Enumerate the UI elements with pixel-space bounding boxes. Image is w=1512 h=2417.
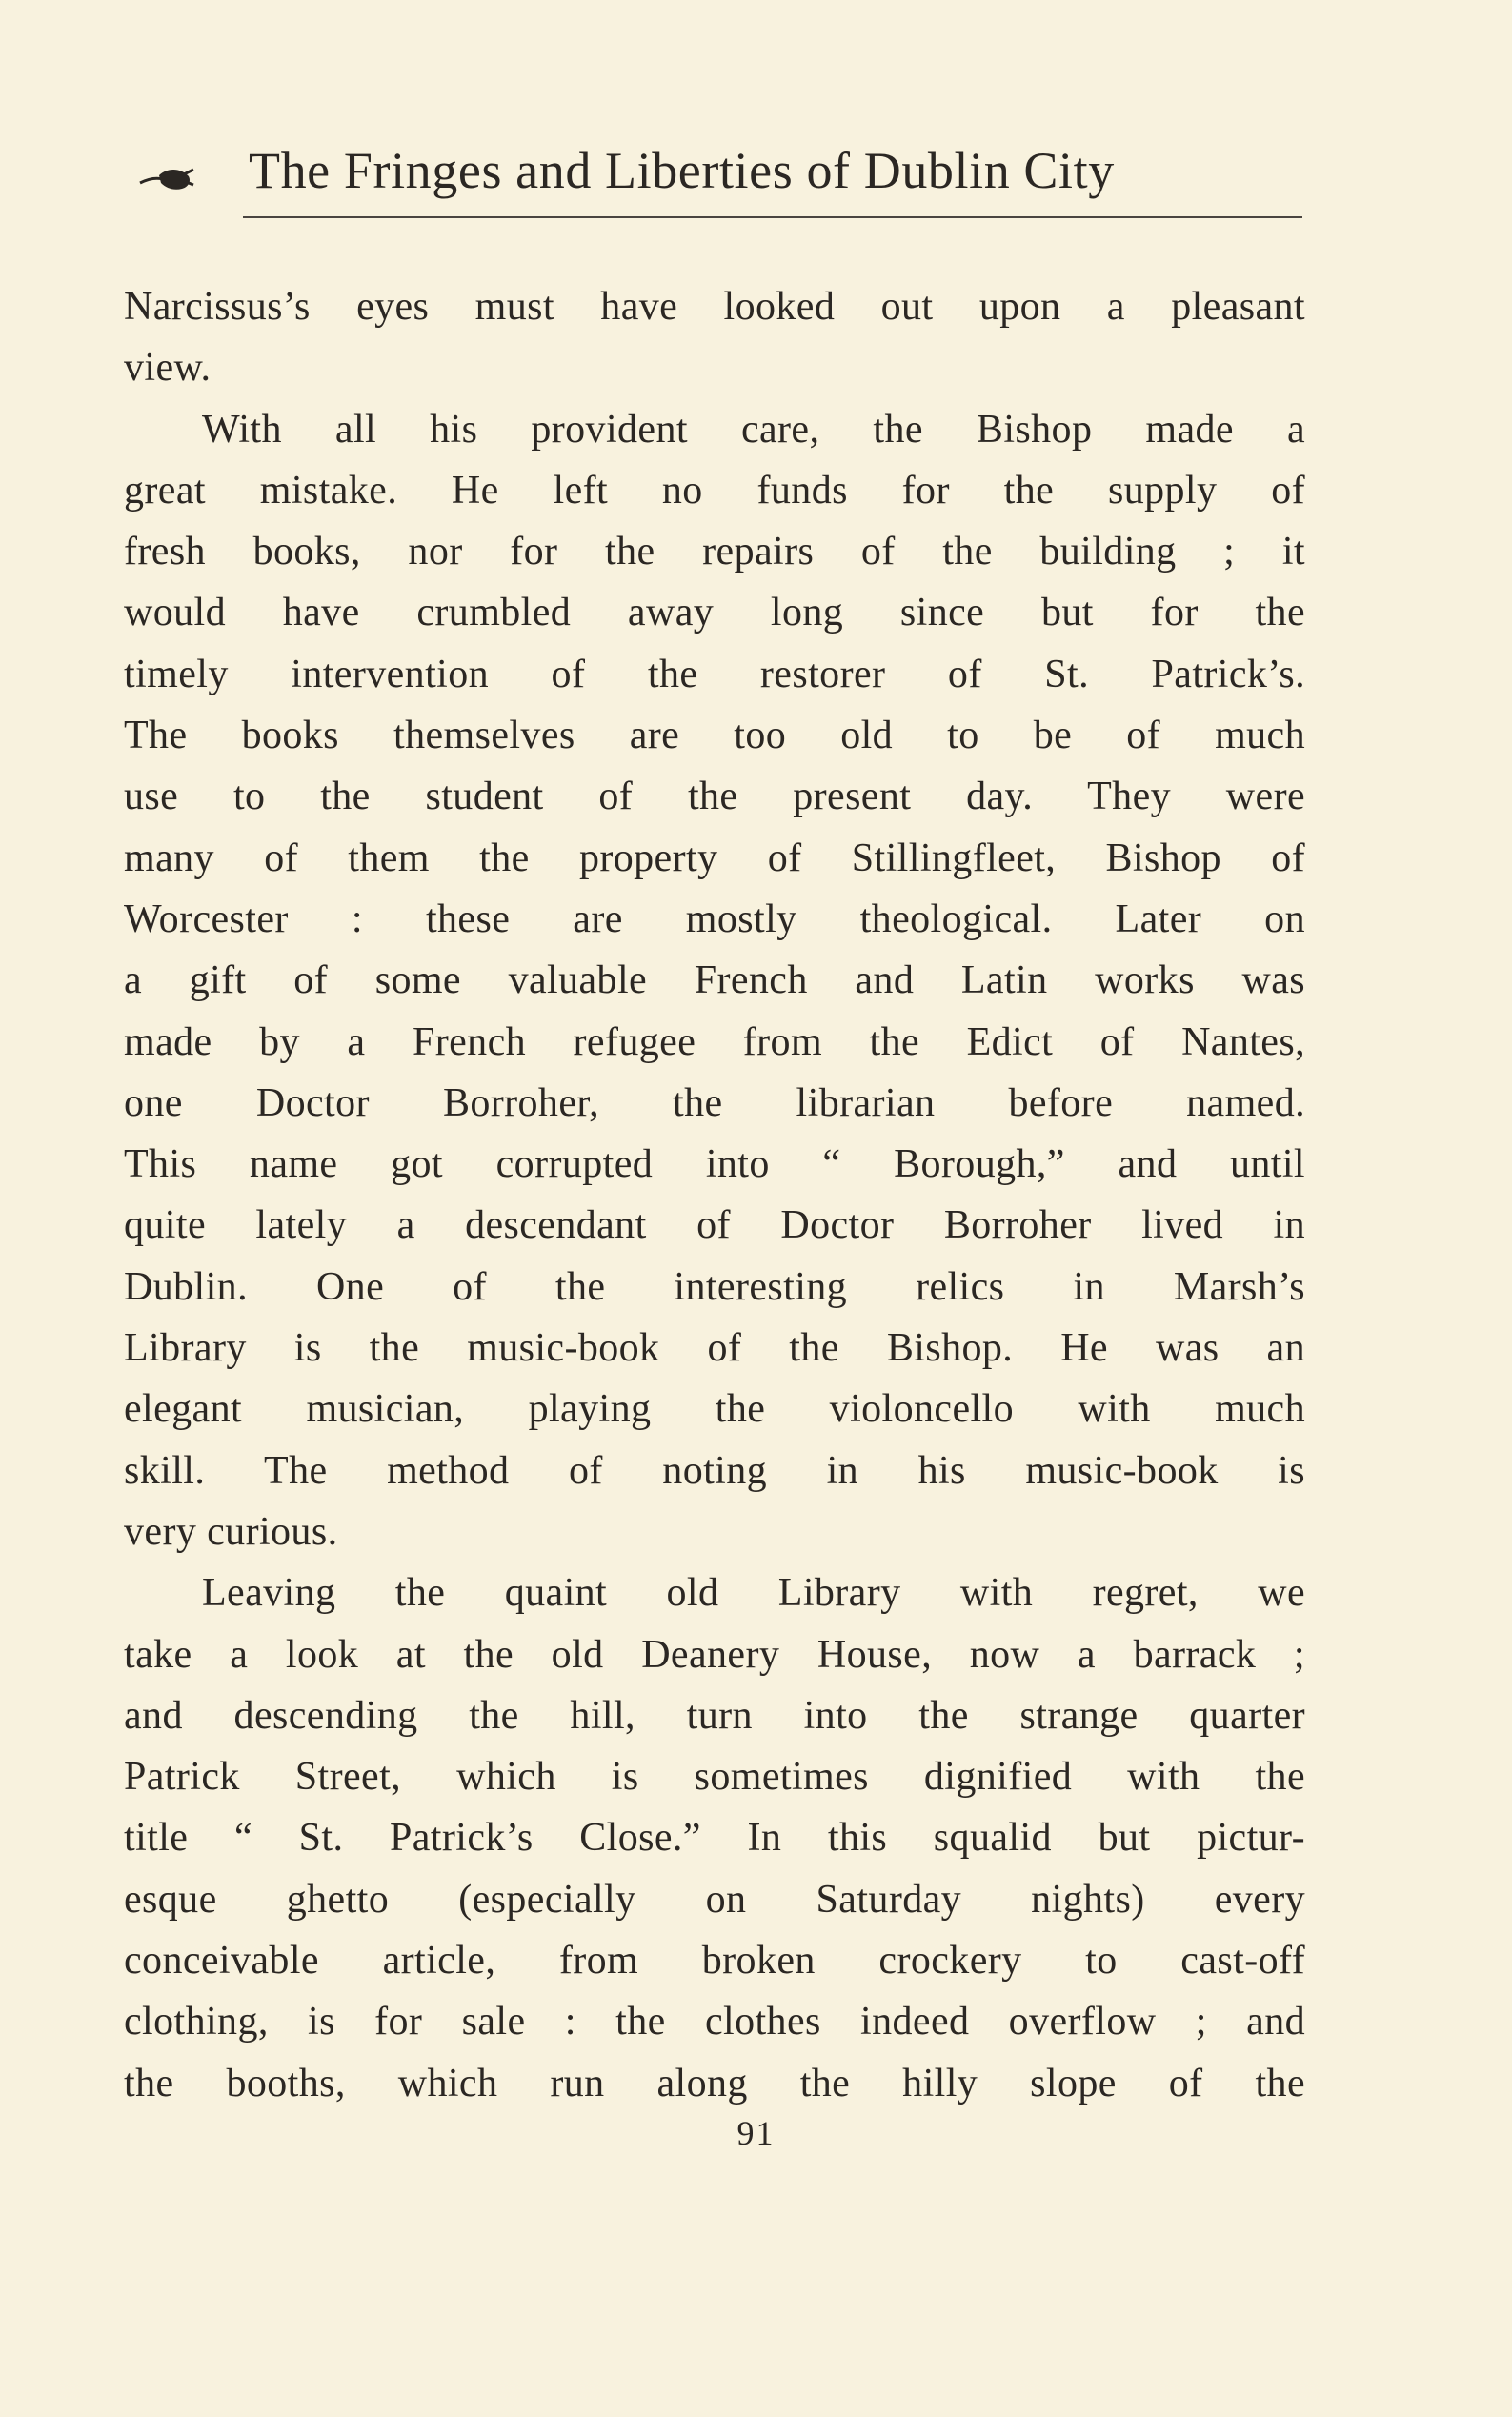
- text-line: made by a French refugee from the Edict of Nantes,: [124, 1019, 1305, 1064]
- text-line: the booths, which run along the hilly slope of the: [124, 2061, 1305, 2105]
- text-line: Dublin. One of the interesting relics in Marsh’s: [124, 1264, 1305, 1309]
- text-line: clothing, is for sale : the clothes indeed overflow ; and: [124, 2000, 1305, 2044]
- text-line: timely intervention of the restorer of St. Patrick’s.: [124, 652, 1305, 696]
- text-line: take a look at the old Deanery House, now a barrack ;: [124, 1632, 1305, 1677]
- text-line: Worcester : these are mostly theological. Later on: [124, 896, 1305, 941]
- body-text: [124, 276, 1305, 2114]
- text-line: great mistake. He left no funds for the supply of: [124, 468, 1305, 513]
- text-line: conceivable article, from broken crockery to cast-off: [124, 1939, 1305, 1984]
- text-line: This name got corrupted into “ Borough,” and until: [124, 1142, 1305, 1187]
- text-line: Library is the music-book of the Bishop. He was an: [124, 1326, 1305, 1371]
- text-line: esque ghetto (especially on Saturday nights) every: [124, 1877, 1305, 1922]
- text-line: very curious.: [124, 1509, 338, 1554]
- running-title: The Fringes and Liberties of Dublin City: [249, 142, 1115, 199]
- text-line: a gift of some valuable French and Latin works was: [124, 958, 1305, 1003]
- text-line: skill. The method of noting in his music-book is: [124, 1448, 1305, 1493]
- header-rule: [243, 216, 1302, 218]
- text-line: Patrick Street, which is sometimes dignified with the: [124, 1755, 1305, 1800]
- pointing-hand-icon: [138, 162, 195, 200]
- text-line: title “ St. Patrick’s Close.” In this squalid but pictur-: [124, 1816, 1305, 1861]
- text-line: view.: [124, 346, 212, 391]
- page-number: 91: [736, 2114, 776, 2152]
- page-header: [138, 141, 1302, 217]
- text-line: use to the student of the present day. They were: [124, 775, 1305, 819]
- text-line: elegant musician, playing the violoncello with much: [124, 1387, 1305, 1432]
- text-line: The books themselves are too old to be of much: [124, 714, 1305, 758]
- text-line: Narcissus’s eyes must have looked out upon a pleasant: [124, 285, 1305, 329]
- text-line: would have crumbled away long since but for the: [124, 591, 1305, 635]
- text-line: Leaving the quaint old Library with regret, we: [202, 1571, 1305, 1616]
- text-line: With all his provident care, the Bishop made a: [202, 407, 1305, 452]
- text-line: quite lately a descendant of Doctor Borroher lived in: [124, 1203, 1305, 1248]
- text-line: and descending the hill, turn into the strange quarter: [124, 1693, 1305, 1738]
- text-line: one Doctor Borroher, the librarian before named.: [124, 1080, 1305, 1125]
- text-line: many of them the property of Stillingfleet, Bishop of: [124, 836, 1305, 880]
- text-line: fresh books, nor for the repairs of the building ; it: [124, 530, 1305, 574]
